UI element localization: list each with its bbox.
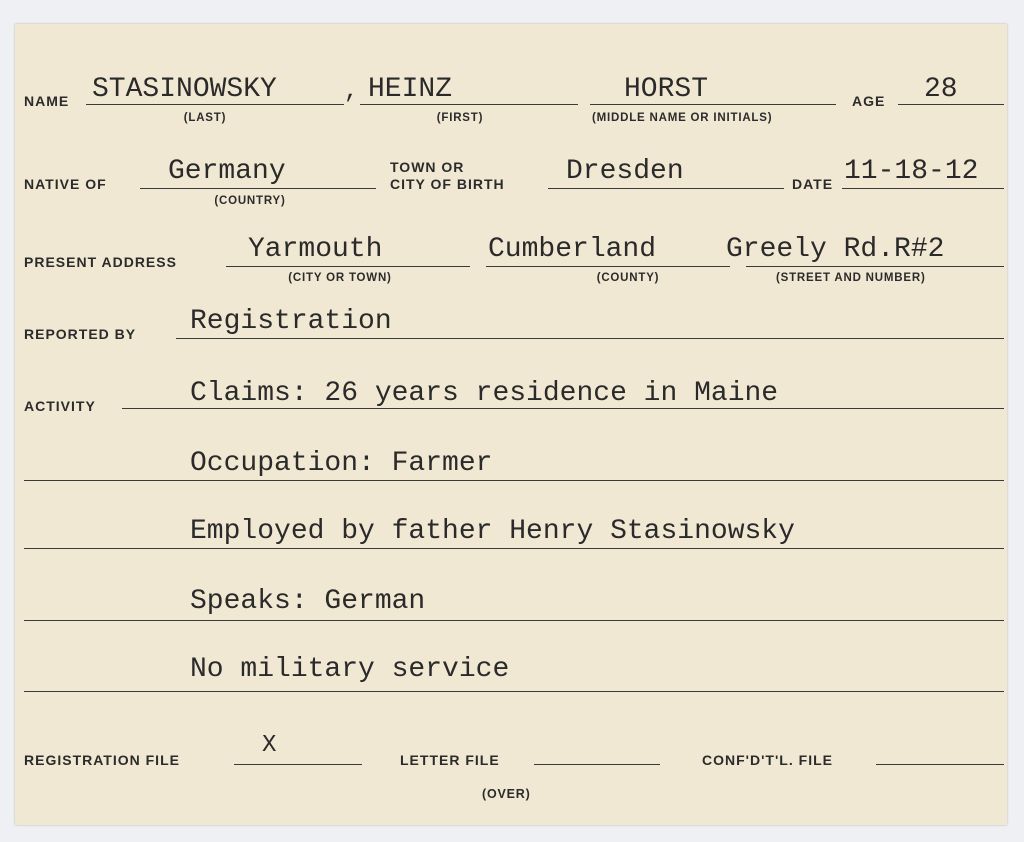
street-line [746, 266, 1004, 267]
letter-file-label: LETTER FILE [400, 752, 500, 768]
county-caption: (COUNTY) [596, 272, 660, 284]
date-line [842, 188, 1004, 189]
activity-rule-3 [24, 548, 1004, 549]
street-value: Greely Rd.R#2 [726, 234, 945, 265]
middle-name-caption: (MIDDLE NAME OR INITIALS) [592, 112, 773, 124]
native-of-label: NATIVE OF [24, 176, 107, 192]
activity-rule-4 [24, 620, 1004, 621]
city-caption: (CITY OR TOWN) [288, 272, 392, 284]
registration-card [15, 24, 1007, 825]
county-line [486, 266, 730, 267]
middle-name-value: HORST [624, 74, 709, 105]
registration-file-value: X [262, 732, 277, 759]
registration-file-line [234, 764, 362, 765]
confdtl-file-label: CONF'D'T'L. FILE [702, 752, 833, 768]
activity-line-4: Speaks: German [190, 586, 426, 617]
age-line [898, 104, 1004, 105]
city-of-birth-label: CITY OF BIRTH [390, 176, 505, 192]
city-line [226, 266, 470, 267]
date-value: 11-18-12 [844, 156, 979, 187]
last-name-caption: (LAST) [183, 112, 227, 124]
present-address-label: PRESENT ADDRESS [24, 254, 177, 270]
confdtl-file-line [876, 764, 1004, 765]
activity-rule-2 [24, 480, 1004, 481]
street-caption: (STREET AND NUMBER) [776, 272, 926, 284]
first-name-caption: (FIRST) [436, 112, 484, 124]
native-of-value: Germany [168, 156, 286, 187]
city-value: Yarmouth [248, 234, 383, 265]
registration-file-label: REGISTRATION FILE [24, 752, 180, 768]
reported-by-label: REPORTED BY [24, 326, 137, 342]
activity-line-5: No military service [190, 654, 510, 685]
town-or-label: TOWN OR [390, 159, 465, 175]
last-name-line [86, 104, 344, 105]
country-caption: (COUNTRY) [214, 195, 286, 207]
age-value: 28 [924, 74, 958, 105]
date-label: DATE [792, 176, 834, 192]
over-note: (OVER) [482, 787, 531, 801]
activity-line-2: Occupation: Farmer [190, 448, 493, 479]
letter-file-line [534, 764, 660, 765]
city-of-birth-value: Dresden [566, 156, 684, 187]
county-value: Cumberland [488, 234, 657, 265]
reported-by-value: Registration [190, 306, 392, 337]
age-label: AGE [852, 93, 886, 109]
activity-label: ACTIVITY [24, 398, 96, 414]
reported-by-line [176, 338, 1004, 339]
name-comma: , [344, 78, 359, 105]
middle-name-line [590, 104, 836, 105]
activity-rule-1 [122, 408, 1004, 409]
first-name-value: HEINZ [368, 74, 453, 105]
name-label: NAME [24, 93, 70, 109]
activity-rule-5 [24, 691, 1004, 692]
last-name-value: STASINOWSKY [92, 74, 277, 105]
city-of-birth-line [548, 188, 784, 189]
activity-line-3: Employed by father Henry Stasinowsky [190, 516, 795, 547]
native-of-line [140, 188, 376, 189]
first-name-line [360, 104, 578, 105]
activity-line-1: Claims: 26 years residence in Maine [190, 378, 779, 409]
